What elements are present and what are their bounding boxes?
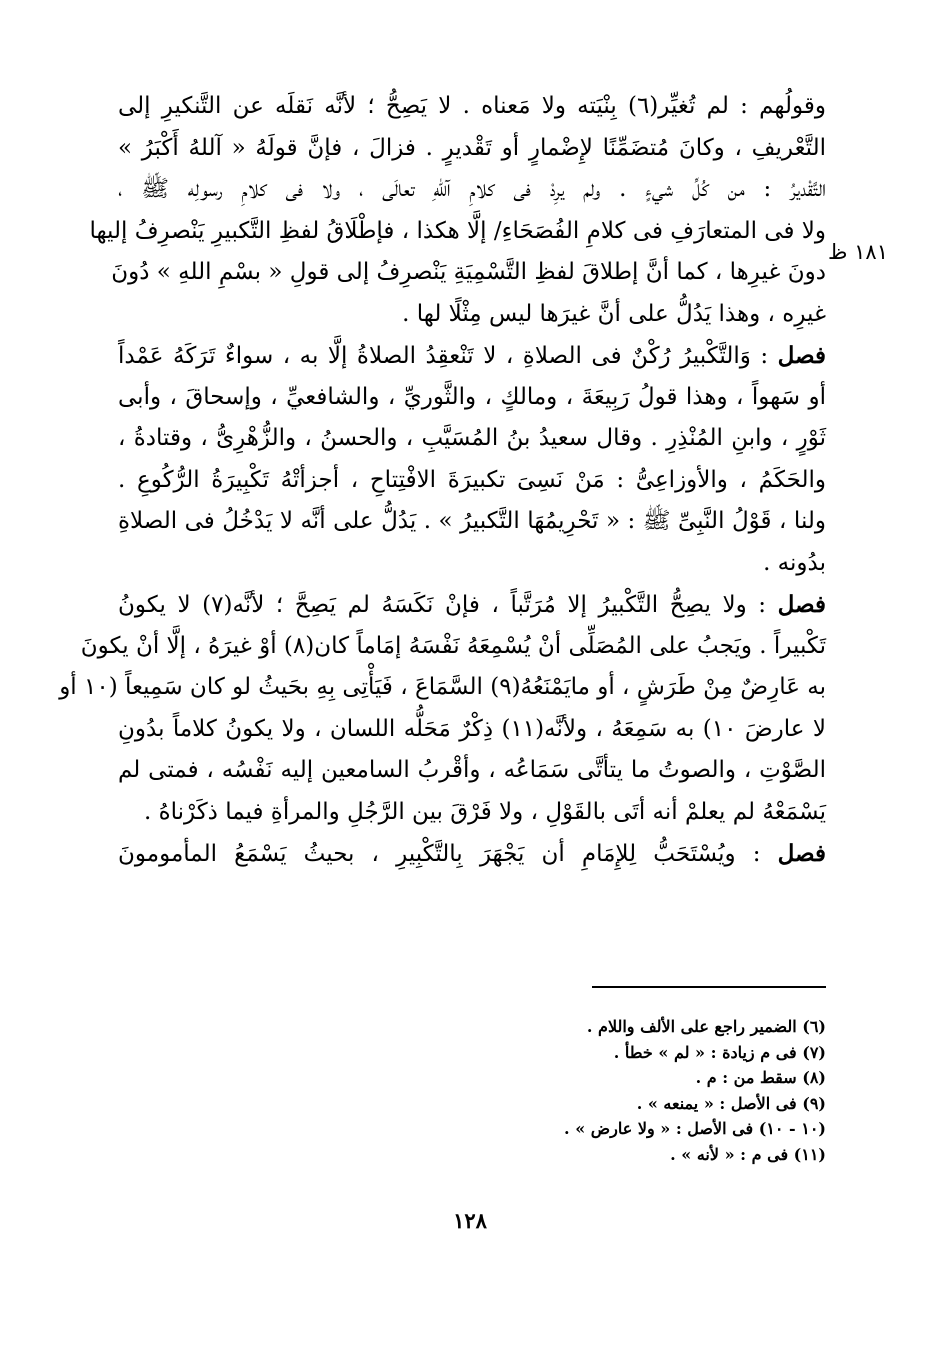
text-line: يَسْمَعْهُ لم يعلمْ أنه أتَى بالقَوْلِ ، ولا فَرْقَ بين الرَّجُلِ والمرأةِ فيما ذكَرْناهُ . [143,798,826,825]
text-line [118,584,826,626]
folio-margin-note: ١٨١ ظ [828,240,888,264]
text-line: التَّقْديرُ : من كُلِّ شيءٍ . ولم يرِدْ فى كلامِ آللهِ تعالَى ، ولا فى كلامِ رسولِه ﷺ ، [118,176,826,202]
text-line: بدُونه . [763,549,826,576]
text-line: ولا فى المتعارَفِ فى كلامِ الفُصَحَاءِ/ إلَّا هكذا ، فإطْلَاقُ لفظِ التَّكبيرِ يَنْصرِفُ إليها [89,217,826,244]
text-line: ثَوْرٍ ، وابنِ المُنْذِرِ . وقال سعيدُ بنُ المُسَيَّبِ ، والحسنُ ، والزُّهْرِىُّ ، وقتادةُ ، [118,425,826,451]
text-run: : وَالتَّكْبيرُ رُكْنٌ فى الصلاةِ ، لا تَنْعقِدُ الصلاةُ إلَّا به ، سواءٌ تَرَكَهُ عَمْداً [118,343,778,369]
footnotes [300,1014,826,1167]
footnote: (٩) فى الأصل : « يمنعه » . [636,1093,826,1113]
text-line [118,335,826,377]
text-line: غيرِه ، وهذا يَدُلُّ على أنَّ غيرَها ليس مِثْلًا لها . [402,300,826,327]
paragraph [89,86,827,335]
paragraph [118,833,826,875]
text-line: والحَكَمُ ، والأوزاعِىُّ : مَنْ نَسِىَ تكبيرَةَ الافْتِتاحِ ، أجزأتْهُ تَكْبِيرَةُ الرُّكُوعِ . [118,466,826,493]
text-line: لا عارضَ ١٠) به سَمِعَهُ ، ولأنَّه(١١) ذِكْرٌ مَحَلُّه اللسان ، ولا يكونُ كلاماً بدُونِ [118,715,826,742]
text-line: أو سَهواً ، وهذا قولُ رَبِيعَةَ ، ومالكٍ ، والثَّوريِّ ، والشافعيِّ ، وإسحاقَ ، وأبى [118,383,826,410]
section-heading: فصل [777,591,826,618]
text-line: به عَارِضٌ مِنْ طَرَشٍ ، أو مايَمْنَعُهُ(٩) السَّمَاعَ ، فَيَأْتِى بِهِ بحَيثُ لو كان سَمِيعاً (١٠ أو [59,674,826,700]
footnote: (١١) فى م : « لأنه » . [670,1144,826,1164]
page-number: ١٢٨ [453,1208,487,1233]
footnote: (٧) فى م زيادة : « لم » خطأ . [613,1042,826,1062]
text-run: : ولا يصِحُّ التَّكْبيرُ إلا مُرَتَّباً ، فإنْ نَكَسَهُ لم يَصِحَّ ؛ لأنَّه(٧) لا يكونُ [118,592,778,618]
text-line: ولنا ، قَوْلُ النَّبِىِّ ﷺ : « تَحْرِيمُهَا التَّكبيرُ » . يَدُلُّ على أنَّه لا يَدْخُلُ فى الصلاةِ [118,508,826,534]
footnote: (٦) الضمير راجع على الألف واللام . [586,1017,826,1036]
text-line: وقولُهم : لم تُغيِّر(٦) بِنْيَته ولا مَعناه . لا يَصِحُّ ؛ لأنَّه نَقلَه عن التَّنكيرِ إلى [118,93,827,119]
text-line: التَّعْريفِ ، وكانَ مُتضَمِّنًا لإِضْمارٍ أو تَقْديرٍ . فزالَ ، فإنَّ قولَهُ « آللهُ أَكْبَرُ » [118,134,826,161]
footnote: (٨) سقط من : م . [695,1068,826,1087]
text-run: : ويُسْتَحَبُّ لِلإِمَامِ أن يَجْهَرَ بِالتَّكْبِيرِ ، بحيثُ يَسْمَعُ المأمومونَ [118,841,778,867]
section-heading: فصل [777,342,826,369]
text-line: دونَ غيرِها ، كما أنَّ إطلاقَ لفظِ التَّسْمِيَةِ يَنْصرِفُ إلى قولِ « بسْمِ اللهِ » دُونَ [111,259,826,285]
paragraph [118,335,826,584]
footnote-separator [592,986,826,988]
paragraph [59,584,826,833]
text-line [118,833,826,875]
text-line: الصَّوْتِ ، والصوتُ ما يتأتَّى سَمَاعُه ، وأقْربُ السامعين إليه نَفْسُه ، فمتى لم [118,757,826,783]
section-heading: فصل [777,840,826,867]
text-line: تَكْبيراً . ويَجبُ على المُصَلِّى أنْ يُسْمِعَهُ نَفْسَهُ إمَاماً كان(٨) أوْ غيرَهُ ، إلَّا أنْ يكونَ [80,632,826,659]
footnote: (١٠ - ١٠) فى الأصل : « ولا عارض » . [564,1119,826,1138]
main-text [59,86,827,875]
